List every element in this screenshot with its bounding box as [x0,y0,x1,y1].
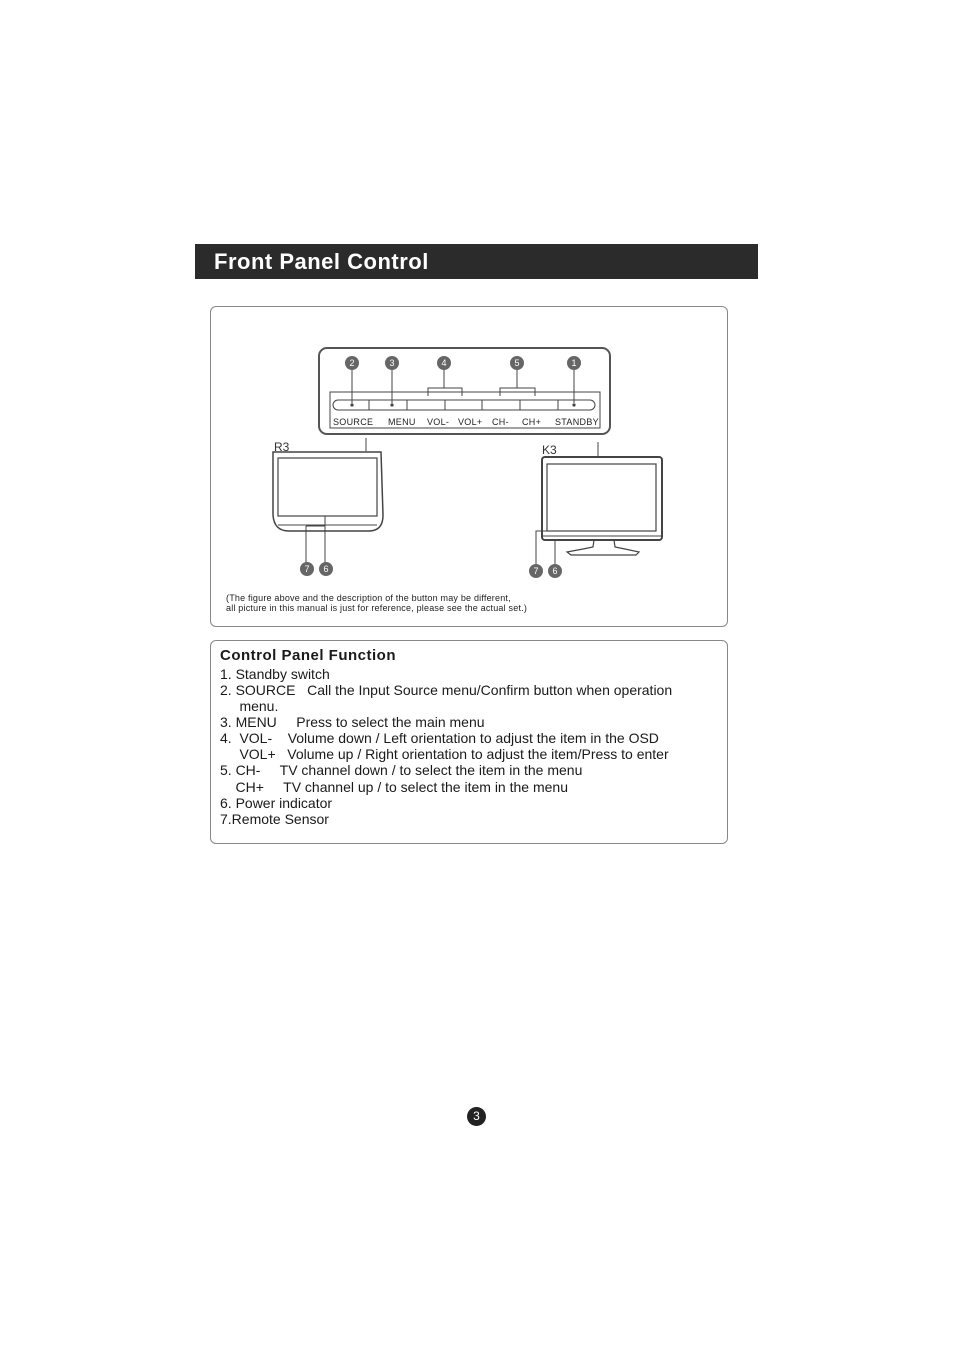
figure-disclaimer [226,593,527,613]
page-number: 3 [467,1107,486,1126]
function-line-ch-plus: CH+ TV channel up / to select the item in the menu [220,779,568,795]
callout-r3-7: 7 [304,564,310,574]
tv-k3 [536,457,662,566]
front-panel-diagram [211,307,729,628]
tv-r3 [273,452,383,565]
control-panel-function-box [210,640,728,844]
callout-1: 1 [571,358,577,368]
function-line-vol-minus: 4. VOL- Volume down / Left orientation to adjust the item in the OSD [220,730,659,746]
label-vol-minus: VOL- [427,417,450,427]
function-line-source: 2. SOURCE Call the Input Source menu/Confirm button when operation [220,682,673,698]
label-vol-plus: VOL+ [458,417,483,427]
callout-3: 3 [389,358,395,368]
callout-k3-7: 7 [533,566,539,576]
function-line-vol-plus: VOL+ Volume up / Right orientation to adjust the item/Press to enter [220,746,669,762]
function-line-menu: 3. MENU Press to select the main menu [220,714,485,730]
function-title: Control Panel Function [220,647,396,664]
function-line-power: 6. Power indicator [220,795,333,811]
function-line-standby: 1. Standby switch [220,666,330,682]
label-source: SOURCE [333,417,374,427]
disclaimer-line-1: (The figure above and the description of the button may be different, [226,593,511,603]
callout-2: 2 [349,358,355,368]
callout-r3-6: 6 [323,564,329,574]
disclaimer-line-2: all picture in this manual is just for reference, please see the actual set.) [226,603,528,613]
front-panel-figure [210,306,728,627]
function-line-ch-minus: 5. CH- TV channel down / to select the item in the menu [220,762,583,778]
label-standby: STANDBY [555,417,599,427]
model-r3: R3 [274,440,290,454]
function-line-sensor: 7.Remote Sensor [220,811,329,827]
callout-4: 4 [441,358,447,368]
label-ch-minus: CH- [492,417,509,427]
callout-k3-6: 6 [552,566,558,576]
function-line-source-cont: menu. [220,698,279,714]
label-ch-plus: CH+ [522,417,542,427]
button-bar [333,400,595,410]
section-header [195,244,758,279]
callout-5: 5 [514,358,520,368]
model-k3: K3 [542,443,557,457]
section-title: Front Panel Control [214,249,429,274]
label-menu: MENU [388,417,416,427]
